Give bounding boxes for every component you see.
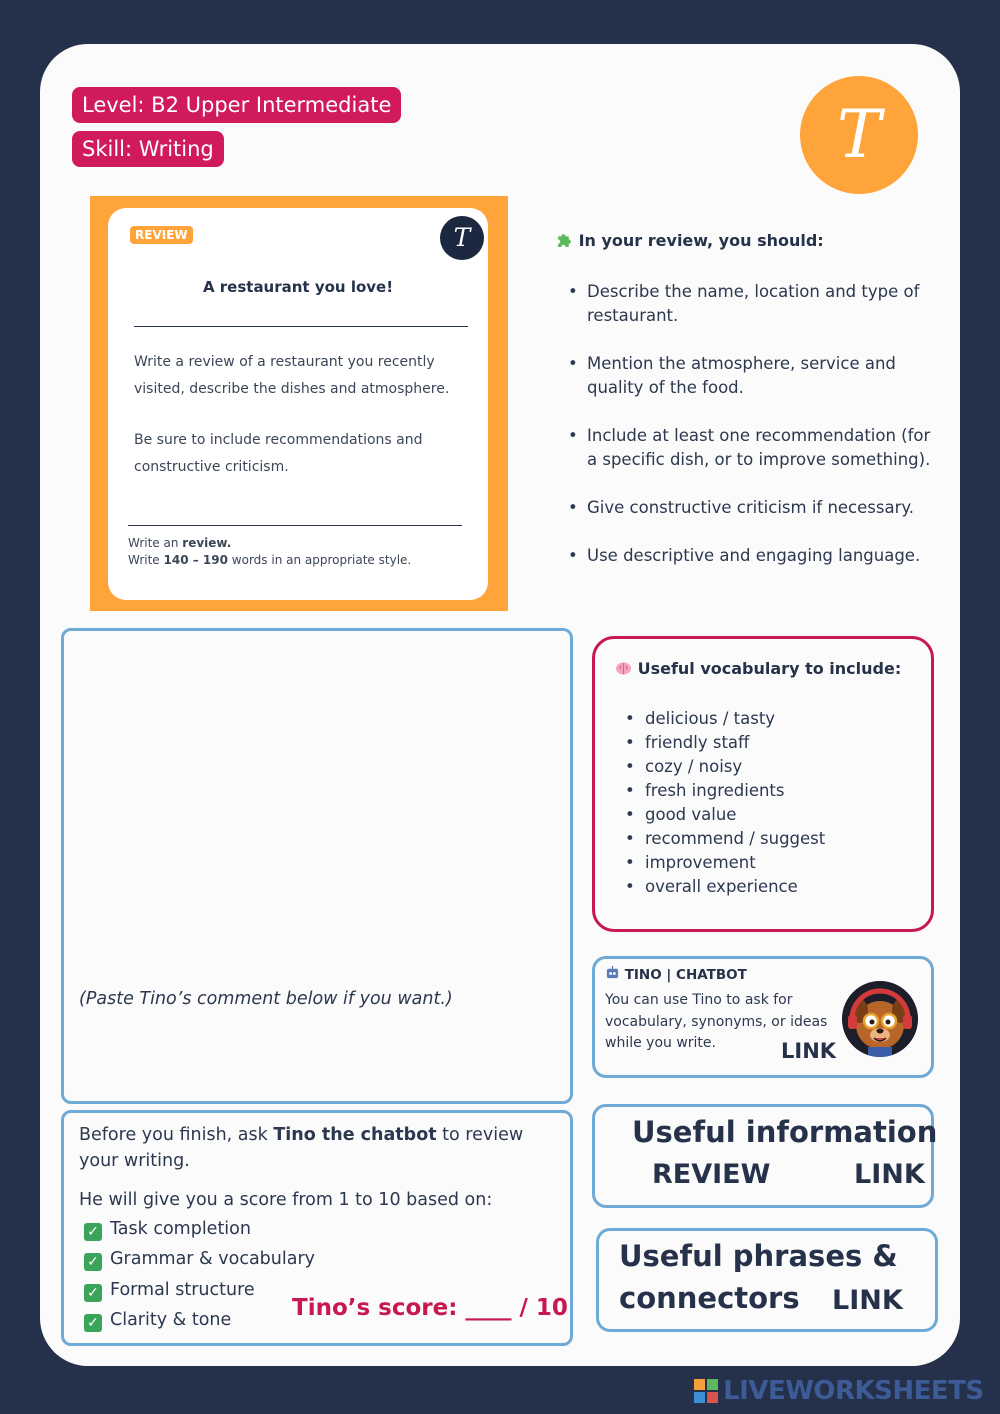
chatbot-box [592, 956, 934, 1078]
level-tag: Level: B2 Upper Intermediate [72, 87, 401, 123]
card-paragraph-2: Be sure to include recommendations and constructive criticism. [134, 432, 423, 475]
list-item: • Use descriptive and engaging language. [568, 544, 938, 568]
list-item: • Include at least one recommendation (for a specific dish, or to improve something). [568, 424, 938, 472]
criterion-item [84, 1249, 315, 1271]
should-title-text: In your review, you should: [578, 231, 824, 250]
useful-phrases-title-1: Useful phrases & [619, 1239, 898, 1273]
card-divider-top [134, 326, 468, 327]
check-icon: ✓ [84, 1223, 102, 1241]
list-item: • overall experience [625, 875, 825, 899]
card-footer-line-1 [128, 535, 231, 552]
useful-info-box [592, 1104, 938, 1208]
footer-max-words: 190 [202, 553, 228, 567]
task-card-inner [108, 208, 488, 600]
writing-area[interactable] [61, 628, 573, 1104]
criterion-label: Clarity & tone [110, 1310, 232, 1330]
check-icon: ✓ [84, 1284, 102, 1302]
card-divider-bottom [128, 525, 462, 526]
vocabulary-title-text: Useful vocabulary to include: [637, 659, 902, 678]
tino-name: Tino the chatbot [273, 1125, 437, 1145]
task-card [90, 196, 508, 611]
useful-info-link[interactable]: LINK [854, 1159, 925, 1190]
brand-logo: T [800, 76, 918, 194]
chatbot-link[interactable]: LINK [781, 1039, 837, 1063]
footer-text: Write [128, 553, 164, 567]
chatbot-description: You can use Tino to ask for vocabulary, synonyms, or ideas while you write. [605, 992, 828, 1051]
liveworksheets-watermark [694, 1376, 984, 1406]
useful-info-subtitle: REVIEW [652, 1159, 771, 1190]
tino-avatar [842, 981, 918, 1057]
chatbot-heading [605, 966, 747, 983]
card-title: A restaurant you love! [202, 278, 394, 296]
card-footer-line-2 [128, 552, 411, 569]
footer-dash: – [188, 553, 203, 567]
list-item: • cozy / noisy [625, 755, 825, 779]
vocabulary-box [592, 636, 934, 932]
finish-intro-text: Before you finish, ask [79, 1125, 274, 1145]
should-heading [556, 231, 824, 250]
brain-icon [615, 661, 632, 676]
score-field[interactable]: Tino’s score: ____ / 10 [292, 1295, 568, 1321]
list-item: • good value [625, 803, 825, 827]
useful-info-title: Useful information [632, 1115, 938, 1149]
list-item: • Give constructive criticism if necessary. [568, 496, 938, 520]
finish-intro [79, 1122, 549, 1174]
criterion-item [84, 1219, 251, 1241]
list-item: • fresh ingredients [625, 779, 825, 803]
finish-box [61, 1110, 573, 1346]
liveworksheets-logo-icon [694, 1379, 718, 1403]
list-item: • improvement [625, 851, 825, 875]
watermark-text: LIVEWORKSHEETS [723, 1376, 984, 1406]
useful-phrases-link[interactable]: LINK [832, 1285, 903, 1316]
skill-tag: Skill: Writing [72, 131, 224, 167]
vocabulary-list [625, 707, 825, 899]
list-item: • friendly staff [625, 731, 825, 755]
check-icon: ✓ [84, 1253, 102, 1271]
criterion-label: Task completion [110, 1219, 251, 1239]
tino-avatar-image [842, 981, 918, 1057]
criterion-item [84, 1280, 255, 1302]
paste-note: (Paste Tino’s comment below if you want.) [79, 989, 453, 1009]
footer-text: Write an [128, 536, 183, 550]
robot-icon [605, 966, 620, 980]
vocabulary-heading [615, 659, 901, 678]
list-item: • recommend / suggest [625, 827, 825, 851]
footer-text: words in an appropriate style. [227, 553, 412, 567]
should-list [568, 280, 938, 568]
list-item: • delicious / tasty [625, 707, 825, 731]
puzzle-icon [556, 231, 573, 248]
chatbot-title: TINO | CHATBOT [624, 967, 747, 983]
useful-phrases-box [596, 1228, 938, 1332]
useful-phrases-title-2: connectors [619, 1281, 800, 1315]
score-intro: He will give you a score from 1 to 10 based on: [79, 1190, 493, 1210]
card-logo: T [440, 216, 484, 260]
criterion-label: Formal structure [110, 1280, 255, 1300]
list-item: • Describe the name, location and type of restaurant. [568, 280, 938, 328]
check-icon: ✓ [84, 1314, 102, 1332]
criterion-item [84, 1310, 231, 1332]
footer-bold: review. [182, 536, 232, 550]
footer-min-words: 140 [163, 553, 189, 567]
criterion-label: Grammar & vocabulary [110, 1249, 316, 1269]
card-paragraph-1: Write a review of a restaurant you recently visited, describe the dishes and atmosphere. [134, 354, 450, 397]
finish-intro-text: to review your writing. [79, 1125, 524, 1171]
list-item: • Mention the atmosphere, service and quality of the food. [568, 352, 938, 400]
review-badge: REVIEW [130, 226, 193, 244]
